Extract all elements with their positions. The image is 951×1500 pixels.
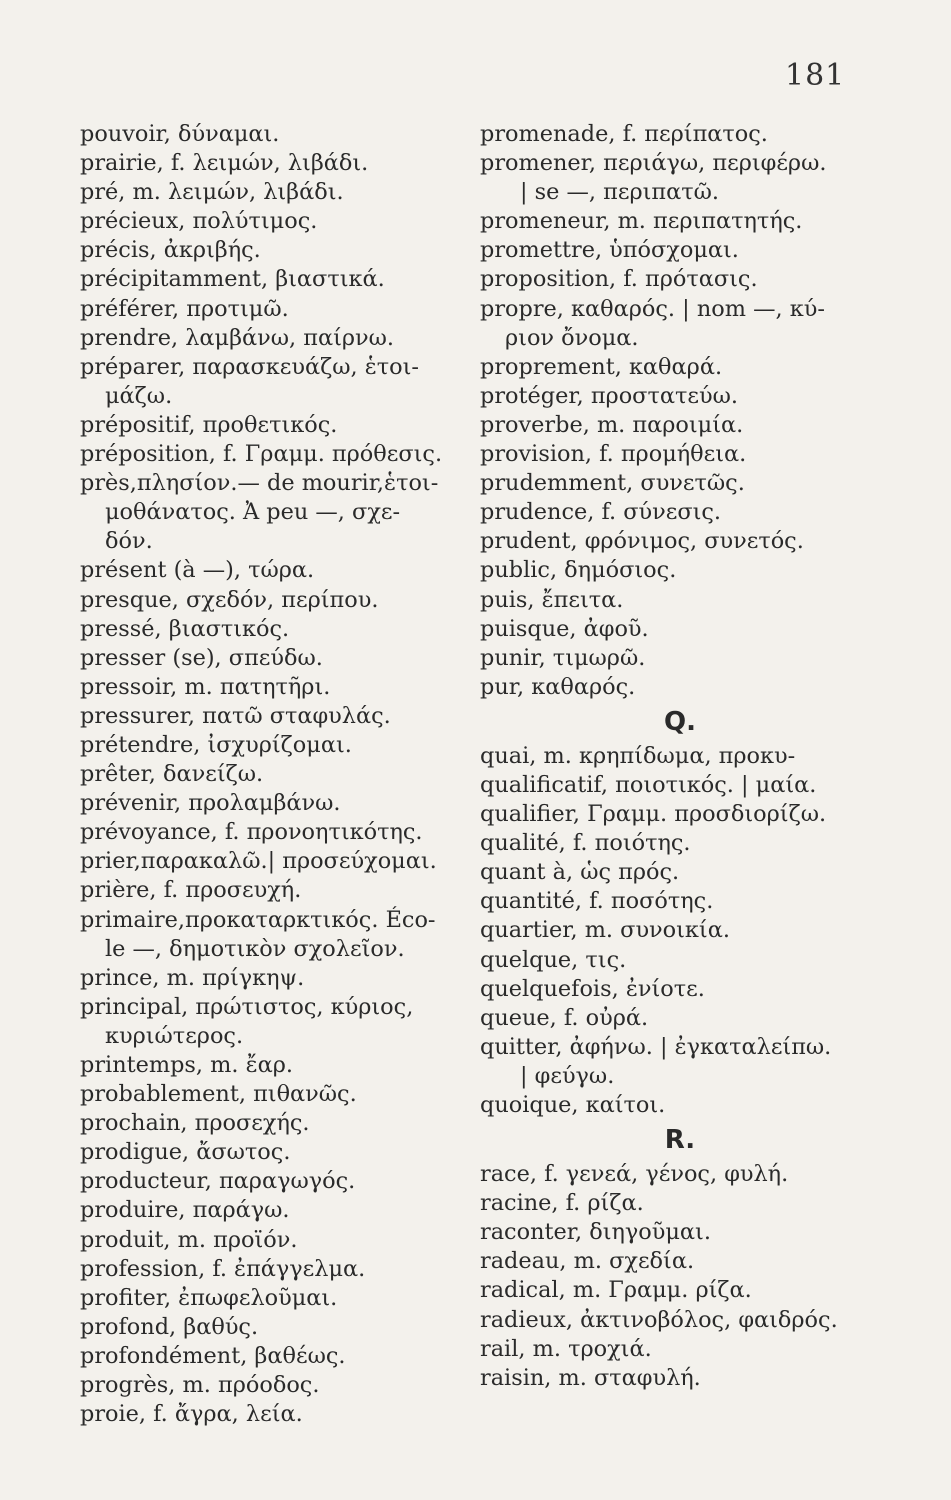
dictionary-entry: pouvoir, δύναμαι. (80, 121, 280, 147)
dictionary-entry: pressoir, m. πατητῆρι. (80, 673, 331, 700)
dictionary-entry: radeau, m. σχεδία. (480, 1248, 695, 1275)
dictionary-entry: principal, πρώτιστος, κύριος, (80, 993, 414, 1020)
dictionary-entry: μοθάνατος. Ἀ peu —, σχε- (105, 499, 401, 526)
dictionary-entry: promenade, f. περίπατος. (480, 121, 768, 147)
page-number: 181 (785, 58, 846, 93)
dictionary-entry: presque, σχεδόν, περίπου. (80, 586, 379, 613)
dictionary-entry: quoique, καίτοι. (480, 1092, 666, 1118)
dictionary-entry: précieux, πολύτιμος. (80, 208, 318, 235)
dictionary-entry: race, f. γενεά, γένος, φυλή. (480, 1161, 789, 1188)
dictionary-entry: | se —, περιπατῶ. (520, 179, 720, 206)
dictionary-entry: profiter, ἐπωφελοῦμαι. (80, 1284, 338, 1311)
dictionary-entry: radieux, ἀκτινοβόλος, φαιδρός. (480, 1306, 838, 1333)
dictionary-entry: précis, ἀκριβής. (80, 237, 261, 264)
dictionary-entry: radical, m. Γραμμ. ρίζα. (480, 1277, 752, 1304)
dictionary-entry: prendre, λαμβάνω, παίρνω. (80, 324, 395, 351)
dictionary-entry: prévoyance, f. προνοητικότης. (80, 819, 423, 846)
dictionary-entry: provision, f. προμήθεια. (480, 441, 747, 468)
section-letter-heading: R. (664, 1125, 696, 1156)
dictionary-entry: pur, καθαρός. (480, 673, 636, 700)
dictionary-entry: proprement, καθαρά. (480, 353, 723, 380)
dictionary-entry: | φεύγω. (520, 1062, 615, 1089)
dictionary-entry: prochain, προσεχής. (80, 1110, 310, 1137)
dictionary-entry: puisque, ἀφοῦ. (480, 615, 649, 642)
dictionary-entry: qualité, f. ποιότης. (480, 830, 691, 857)
dictionary-entry: présent (à —), τώρα. (80, 557, 315, 584)
dictionary-entry: prépositif, προθετικός. (80, 411, 338, 438)
dictionary-entry: pré, m. λειμών, λιβάδι. (80, 179, 344, 206)
dictionary-entry: prudence, f. σύνεσις. (480, 499, 722, 526)
dictionary-entry: prudemment, συνετῶς. (480, 470, 745, 497)
section-letter-heading: Q. (664, 706, 696, 737)
dictionary-entry: promener, περιάγω, περιφέρω. (480, 150, 827, 177)
dictionary-entry: probablement, πιθανῶς. (80, 1081, 357, 1108)
dictionary-entry: quantité, f. ποσότης. (480, 888, 714, 915)
dictionary-entry: queue, f. οὐρά. (480, 1004, 649, 1031)
dictionary-entry: promeneur, m. περιπατητής. (480, 208, 803, 235)
dictionary-entry: pressé, βιαστικός. (80, 615, 290, 642)
dictionary-entry: quelque, τις. (480, 946, 627, 973)
dictionary-entry: prêter, δανείζω. (80, 761, 264, 788)
dictionary-entry: profession, f. ἐπάγγελμα. (80, 1255, 366, 1282)
dictionary-entry: δόν. (105, 528, 153, 555)
dictionary-entry: proverbe, m. παροιμία. (480, 411, 744, 438)
dictionary-entry: préposition, f. Γραμμ. πρόθεσις. (80, 441, 443, 468)
dictionary-entry: prévenir, προλαμβάνω. (80, 790, 341, 817)
dictionary-entry: quartier, m. συνοικία. (480, 917, 730, 944)
dictionary-entry: profondément, βαθέως. (80, 1342, 346, 1369)
dictionary-entry: rail, m. τροχιά. (480, 1335, 652, 1362)
dictionary-entry: quant à, ὡς πρός. (480, 859, 680, 886)
dictionary-entry: prière, f. προσευχή. (80, 877, 302, 904)
dictionary-entry: le —, δημοτικὸν σχολεῖον. (105, 935, 405, 962)
dictionary-entry: préparer, παρασκευάζω, ἑτοι- (80, 353, 419, 380)
dictionary-entry: prétendre, ἰσχυρίζομαι. (80, 731, 352, 758)
dictionary-entry: punir, τιμωρῶ. (480, 644, 646, 671)
dictionary-entry: prodigue, ἄσωτος. (80, 1139, 291, 1166)
dictionary-entry: qualifier, Γραμμ. προσδιορίζω. (480, 801, 827, 828)
dictionary-entry: protéger, προστατεύω. (480, 382, 738, 409)
dictionary-entry: quelquefois, ἐνίοτε. (480, 975, 705, 1002)
dictionary-entry: prairie, f. λειμών, λιβάδι. (80, 150, 369, 177)
dictionary-entry: printemps, m. ἔαρ. (80, 1052, 294, 1078)
dictionary-entry: prince, m. πρίγκηψ. (80, 964, 305, 991)
dictionary-entry: quai, m. κρηπίδωμα, προκυ- (480, 742, 796, 769)
dictionary-entry: primaire,προκαταρκτικός. Éco- (80, 906, 436, 933)
dictionary-entry: précipitamment, βιαστικά. (80, 266, 385, 293)
dictionary-entry: proposition, f. πρότασις. (480, 266, 758, 293)
dictionary-entry: quitter, ἀφήνω. | ἐγκαταλείπω. (480, 1033, 832, 1060)
dictionary-entry: producteur, παραγωγός. (80, 1168, 356, 1195)
dictionary-entry: puis, ἔπειτα. (480, 586, 624, 613)
dictionary-entry: raisin, m. σταφυλή. (480, 1364, 701, 1391)
dictionary-entry: produire, παράγω. (80, 1197, 290, 1224)
left-column (80, 120, 465, 1429)
dictionary-entry: prier,παρακαλῶ.| προσεύχομαι. (80, 848, 437, 875)
dictionary-entry: préférer, προτιμῶ. (80, 295, 289, 322)
dictionary-entry: prudent, φρόνιμος, συνετός. (480, 528, 804, 555)
dictionary-entry: propre, καθαρός. | nom —, κύ- (480, 295, 825, 322)
dictionary-entry: progrès, m. πρόοδος. (80, 1372, 320, 1399)
dictionary-entry: μάζω. (105, 382, 173, 409)
dictionary-entry: produit, m. προϊόν. (80, 1226, 298, 1253)
dictionary-entry: qualificatif, ποιοτικός. | μαία. (480, 771, 817, 798)
dictionary-entry: κυριώτερος. (105, 1022, 244, 1049)
dictionary-entry: près,πλησίον.— de mourir,ἑτοι- (80, 470, 439, 497)
dictionary-entry: presser (se), σπεύδω. (80, 644, 323, 671)
dictionary-entry: raconter, διηγοῦμαι. (480, 1219, 711, 1246)
dictionary-entry: profond, βαθύς. (80, 1313, 259, 1340)
dictionary-entry: racine, f. ρίζα. (480, 1190, 644, 1217)
dictionary-entry: public, δημόσιος. (480, 557, 677, 584)
dictionary-entry: ριον ὄνομα. (505, 324, 639, 351)
right-column (480, 120, 880, 1393)
dictionary-entry: promettre, ὑπόσχομαι. (480, 237, 739, 264)
dictionary-entry: pressurer, πατῶ σταφυλάς. (80, 702, 391, 729)
dictionary-entry: proie, f. ἄγρα, λεία. (80, 1401, 303, 1428)
